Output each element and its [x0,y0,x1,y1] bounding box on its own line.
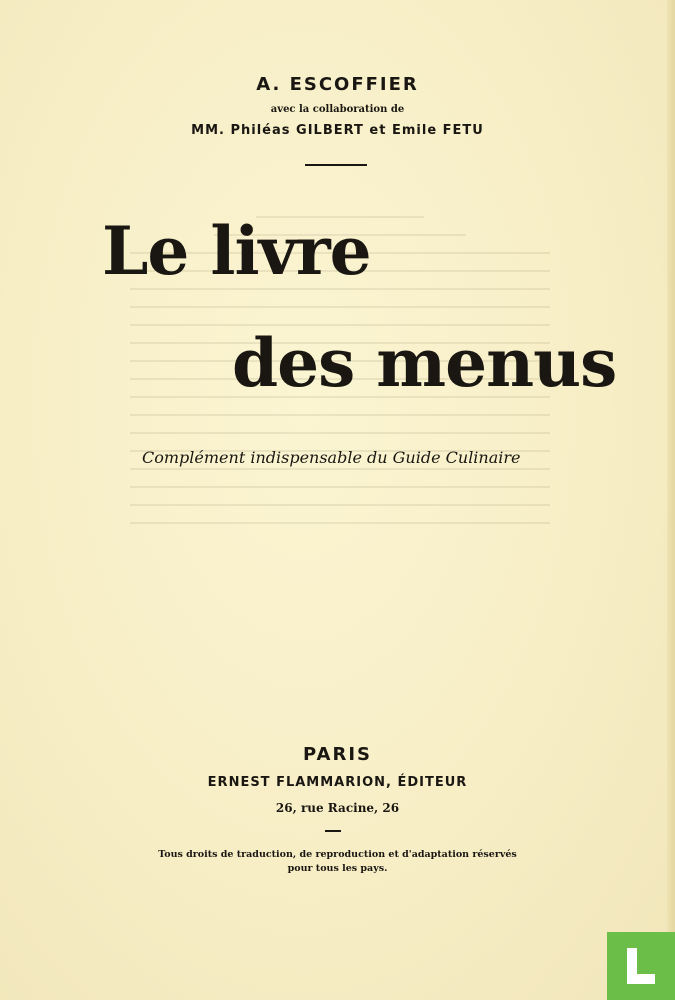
rights-notice [0,848,675,876]
imprint-rule [325,830,341,832]
header-rule [305,164,367,166]
collaborators: MM. Philéas GILBERT et Emile FETU [191,123,484,138]
publisher-logo-icon [623,946,659,986]
rights-line-1: Tous droits de traduction, de reproduction et d'adaptation réservés [158,849,517,860]
title-line-2: des menus [232,324,617,402]
publisher-badge [607,932,675,1000]
subtitle: Complément indispensable du Guide Culinaire [142,448,521,467]
collaboration-line: avec la collaboration de [270,104,405,115]
imprint-address: 26, rue Racine, 26 [275,801,400,815]
imprint-publisher: ERNEST FLAMMARION, ÉDITEUR [207,775,468,790]
title-line-1: Le livre [102,212,371,290]
author-name: A. ESCOFFIER [256,74,419,95]
rights-line-2: pour tous les pays. [287,863,388,874]
imprint-place: PARIS [303,744,372,765]
